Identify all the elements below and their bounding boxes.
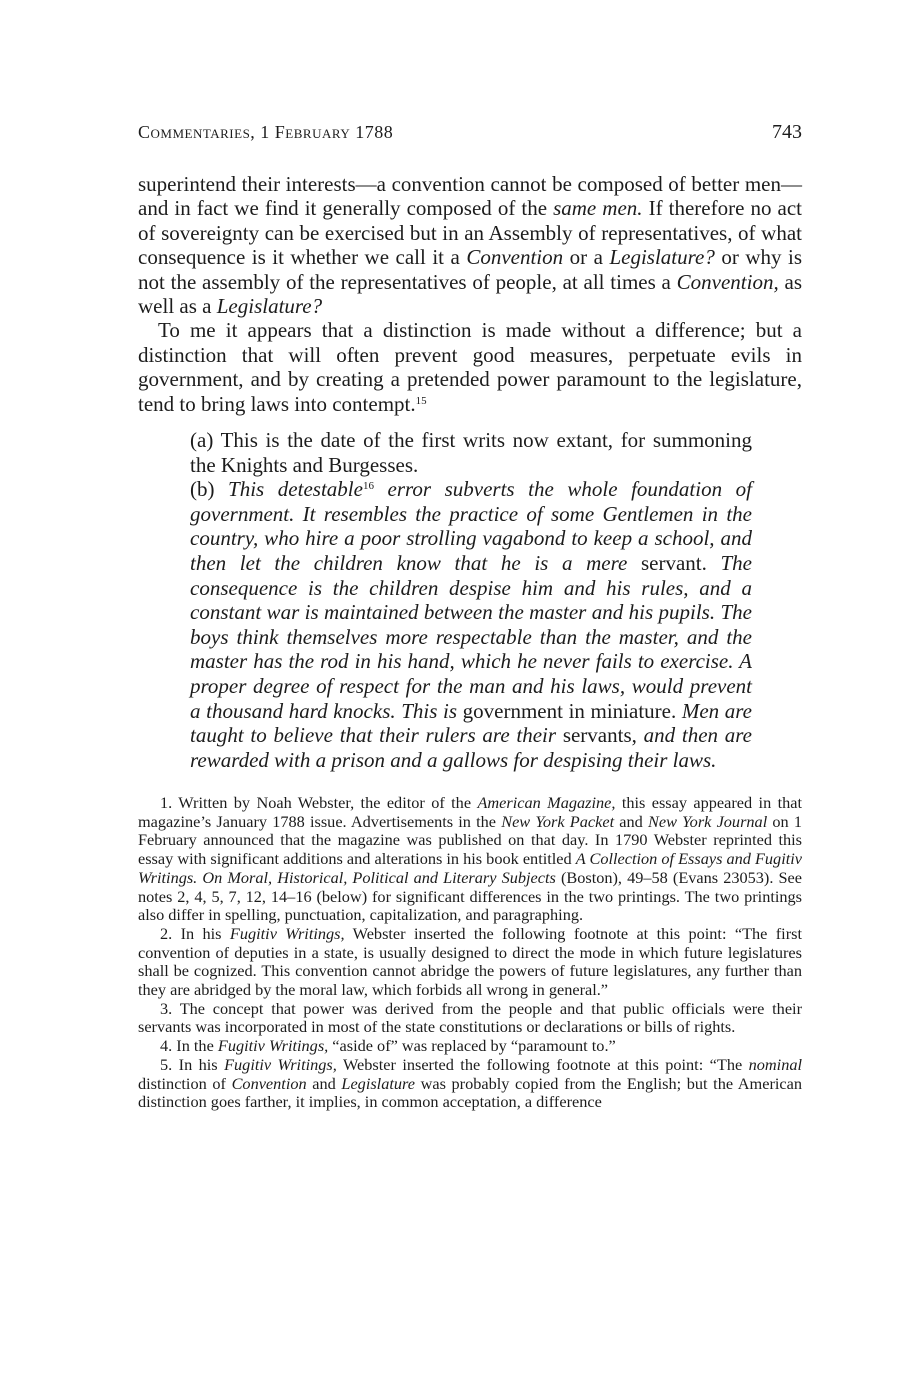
main-text	[138, 172, 802, 416]
footnote-ref: 16	[362, 480, 374, 493]
paragraph-1: superintend their interests—a convention cannot be composed of better men—and in fact we find it generally composed of the same men. If therefore no act of sovereignty can be exercised but in an Assembly of representatives, of what consequence is it whether we call it a Convention or a Legislature? or why is not the assembly of the representatives of people, at all times a Convention, as well as a Legislature?	[138, 172, 802, 319]
quote-note-b: (b) This detestable$^{16}$ error subverts the whole foundation of government. It resembles the practice of some Gentlemen in the country, who hire a poor strolling vagabond to keep a school, and then let the children know that he is a mere servant. The consequence is the children despise him and his rules, and a constant war is maintained between the master and his pupils. The boys think themselves more respectable than the master, and the master has the rod in his hand, which he never fails to exercise. A proper degree of respect for the man and his laws, would prevent a thousand hard knocks. This is government in miniature. Men are taught to believe that their rulers are their servants, and then are rewarded with a prison and a gallows for despising their laws.	[190, 477, 753, 772]
footnote-2: 2. In his Fugitiv Writings, Webster inserted the following footnote at this point: “The first convention of deputies in a state, is usually designed to direct the mode in which future legislatures shall be cognized. This convention cannot abridge the powers of future legislatures, any further than they are abridged by the moral law, which forbids all wrong in general.”	[138, 923, 802, 1000]
footnote-5: 5. In his Fugitiv Writings, Webster inserted the following footnote at this point: “The nominal distinction of Convention and Legislature was probably copied from the English; but the American distinction goes farther, it implies, in common acceptation, a difference	[138, 1054, 802, 1112]
footnote-3: 3. The concept that power was derived from the people and that public officials were their servants was incorporated in most of the state constitutions or declarations or bills of rights.	[138, 998, 802, 1037]
footnote-ref: 15	[415, 394, 427, 407]
footnote-1: 1. Written by Noah Webster, the editor of the American Magazine, this essay appeared in that magazine’s January 1788 issue. Advertisements in the New York Packet and New York Journal on 1 February announced that the magazine was published on that day. In 1790 Webster reprinted this essay with significant additions and alterations in his book entitled A Collection of Essays and Fugitiv Writings. On Moral, Historical, Political and Literary Subjects (Boston), 49–58 (Evans 23053). See notes 2, 4, 5, 7, 12, 14–16 (below) for significant differences in the two printings. The two printings also differ in spelling, punctuation, capitalization, and paragraphing.	[138, 793, 803, 925]
page-number: 743	[772, 121, 802, 143]
paragraph-2: To me it appears that a distinction is made without a difference; but a distinction that will often prevent good measures, perpetuate evils in government, and by creating a pretended power paramount to the legislature, tend to bring laws into contempt.$^{15}$	[138, 318, 802, 416]
running-head: Commentaries, 1 February 1788	[138, 122, 394, 142]
block-quote	[190, 428, 752, 772]
footnotes	[138, 794, 802, 1112]
quote-note-a: (a) This is the date of the first writs now extant, for summoning the Knights and Burgesses.	[190, 428, 752, 477]
footnote-4: 4. In the Fugitiv Writings, “aside of” was replaced by “paramount to.”	[160, 1036, 616, 1056]
page-header	[138, 122, 802, 150]
